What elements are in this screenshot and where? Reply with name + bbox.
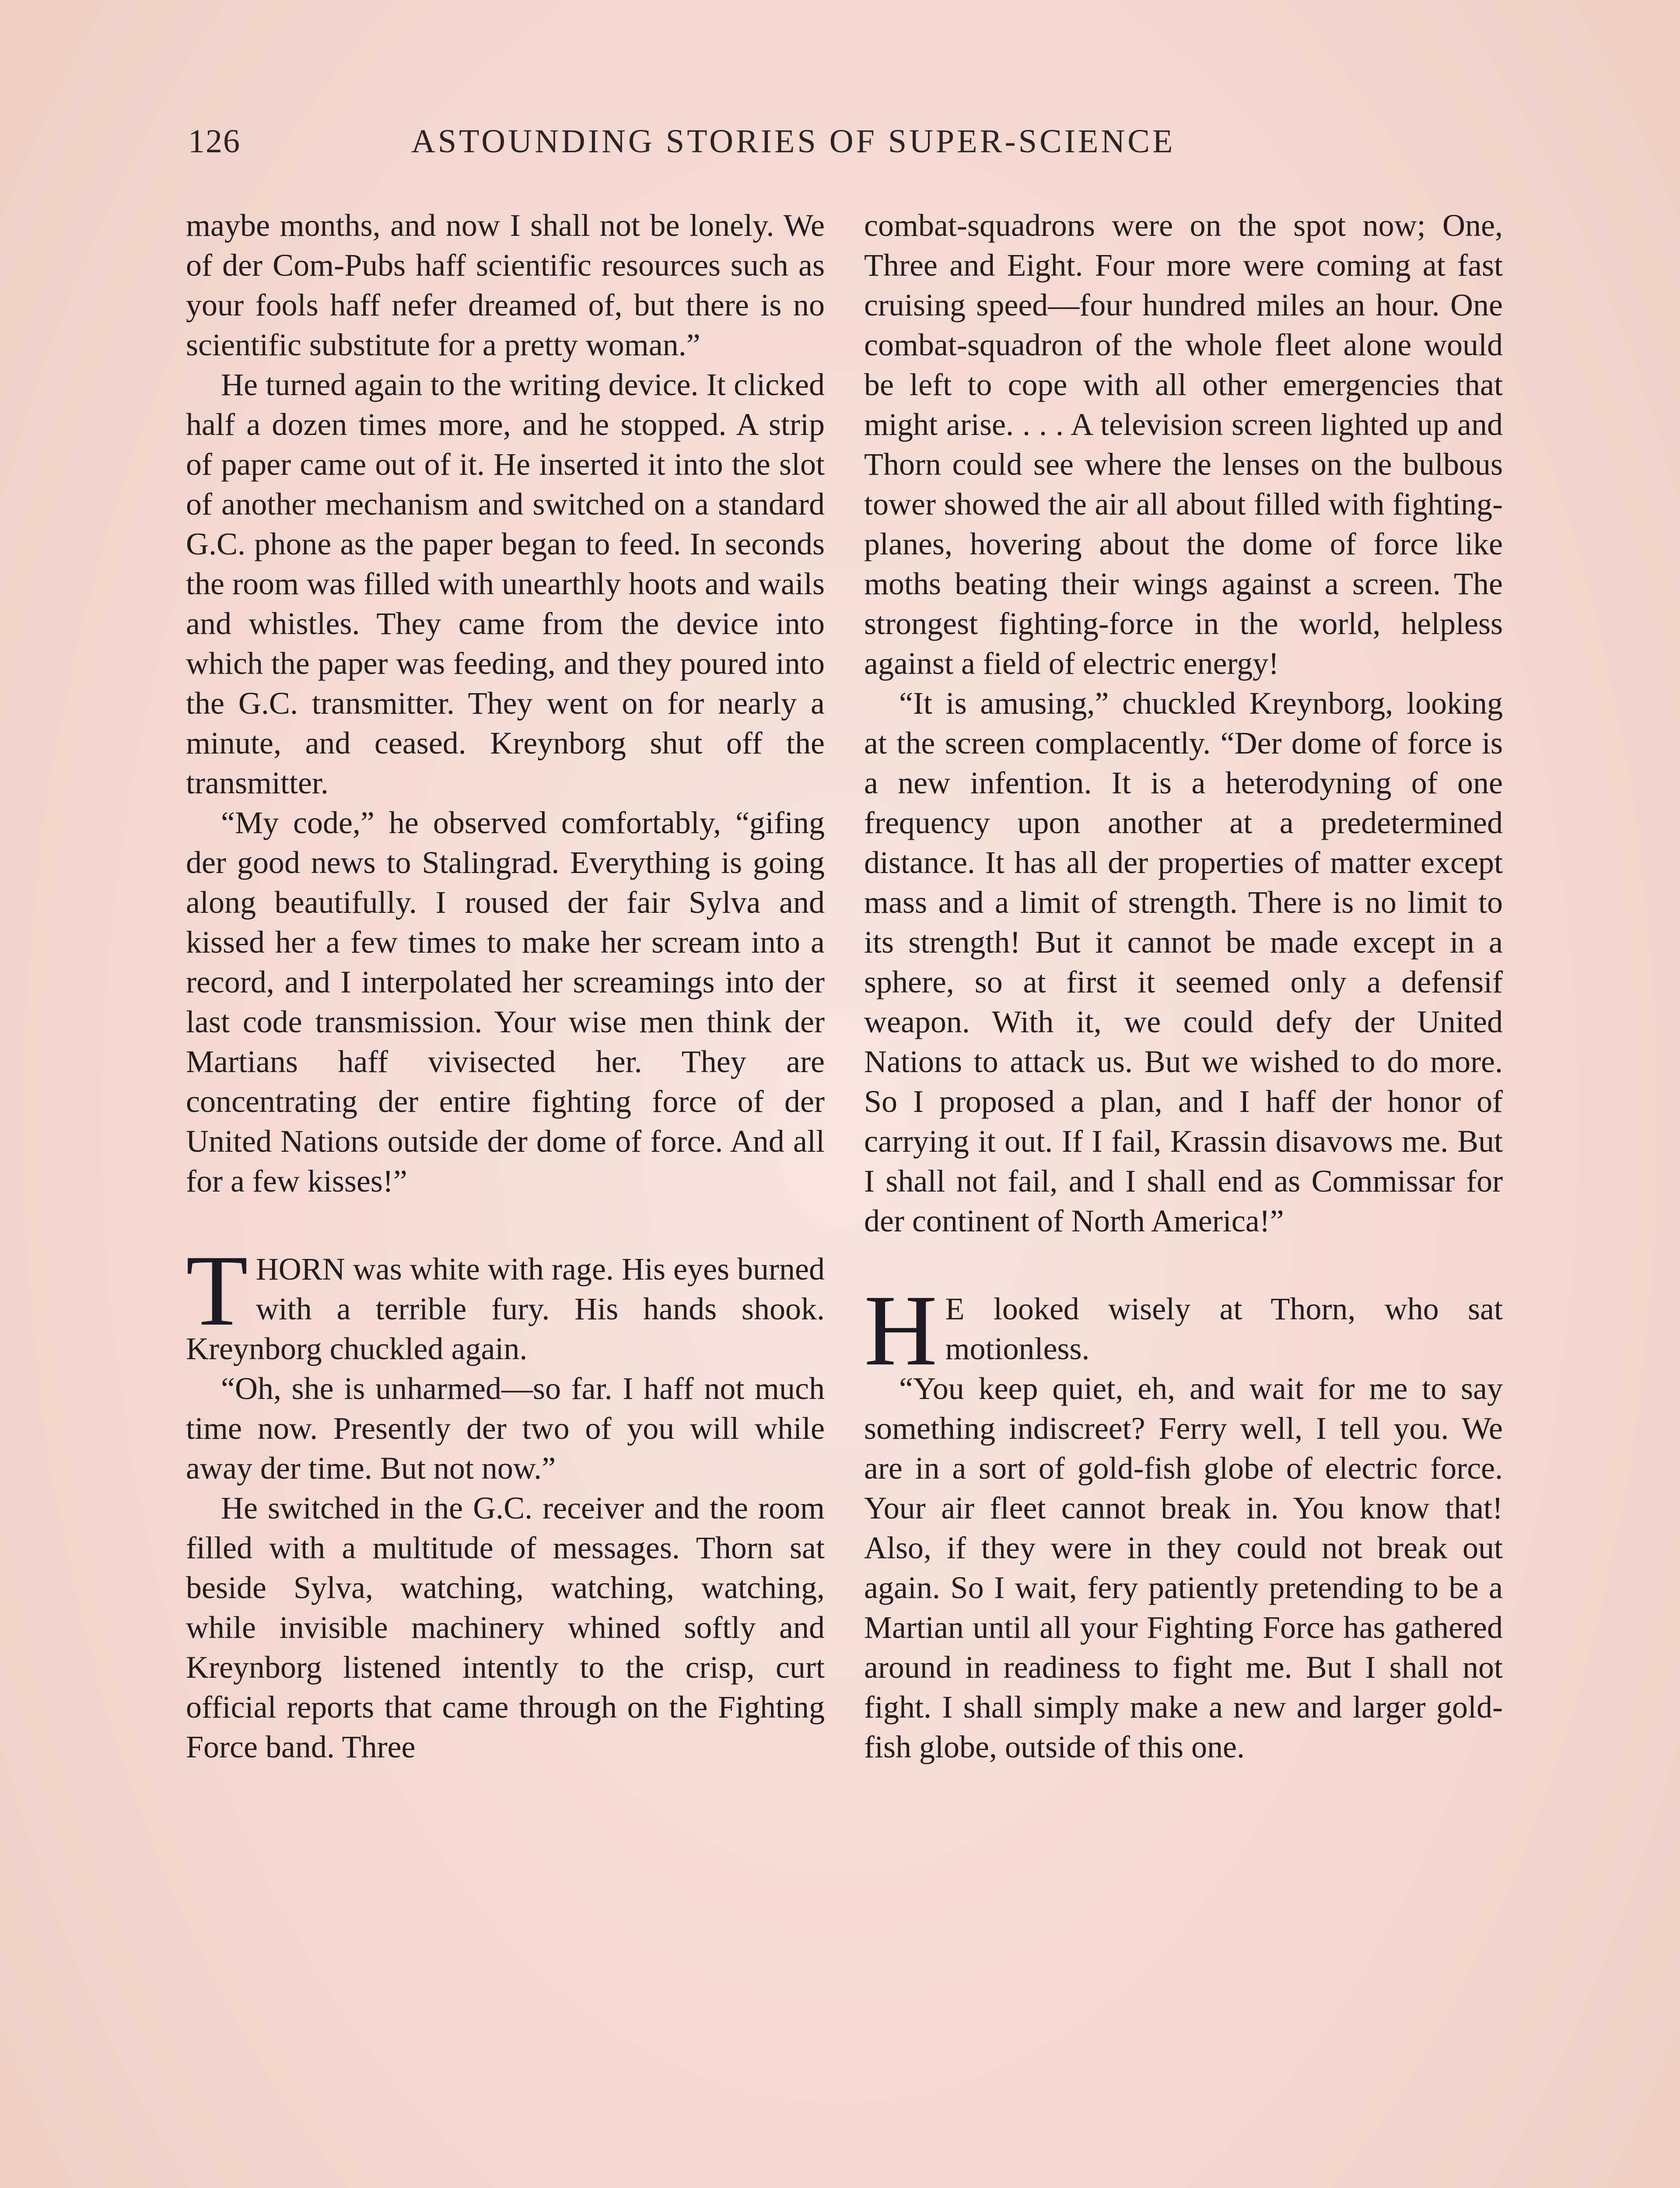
page-header	[188, 118, 1352, 171]
left-column	[186, 206, 825, 1767]
page-number: 126	[188, 123, 241, 160]
section-opening-paragraph	[186, 1234, 825, 1369]
paragraph: “You keep quiet, eh, and wait for me to say something indiscreet? Ferry well, I tell you. We are in a sort of gold-fish globe of electric force. Your air fleet cannot break in. You know that! Also, if they were in they could not break out again. So I wait, fery patiently pretending to be a Martian until all your Fighting Force has gathered around in readiness to fight me. But I shall not fight. I shall simply make a new and larger gold-fish globe, outside of this one.	[864, 1371, 1503, 1764]
paragraph: He turned again to the writing device. It clicked half a dozen times more, and he stopped. A strip of paper came out of it. He inserted it into the slot of another mechanism and switched on a standard G.C. phone as the paper began to feed. In seconds the room was filled with unearthly hoots and wails and whistles. They came from the device into which the paper was feeding, and they poured into the G.C. transmitter. They went on for nearly a minute, and ceased. Kreynborg shut off the transmitter.	[186, 367, 825, 800]
opening-text: HORN was white with rage. His eyes burned with a terrible fury. His hands shook. Kreynborg chuckled again.	[186, 1252, 825, 1366]
paragraph: “My code,” he observed comfortably, “gifing der good news to Stalingrad. Everything is going along beautifully. I roused der fair Sylva and kissed her a few times to make her scream into a record, and I interpolated her screamings into der last code transmission. Your wise men think der Martians haff vivisected her. They are concentrating der entire fighting force of der United Nations outside der dome of force. And all for a few kisses!”	[186, 805, 825, 1199]
section-break	[864, 1274, 1503, 1767]
opening-text: E looked wisely at Thorn, who sat motionless.	[945, 1291, 1503, 1366]
section-break	[186, 1234, 825, 1767]
paragraph: combat-squadrons were on the spot now; One, Three and Eight. Four more were coming at fast cruising speed—four hundred miles an hour. One combat-squadron of the whole fleet alone would be left to cope with all other emergencies that might arise. . . . A television screen lighted up and Thorn could see where the lenses on the bulbous tower showed the air all about filled with fighting-planes, hovering about the dome of force like moths beating their wings against a screen. The strongest fighting-force in the world, helpless against a field of electric energy!	[864, 208, 1503, 681]
drop-cap: H	[864, 1274, 938, 1387]
section-opening-paragraph	[864, 1274, 1503, 1387]
running-title: ASTOUNDING STORIES OF SUPER-SCIENCE	[411, 123, 1176, 160]
right-column	[864, 206, 1503, 1767]
paragraph: He switched in the G.C. receiver and the room filled with a multitude of messages. Thorn sat beside Sylva, watching, watching, watching, while invisible machinery whined softly and Kreynborg listened intently to the crisp, curt official reports that came through on the Fighting Force band. Three	[186, 1490, 825, 1764]
drop-cap: T	[186, 1234, 248, 1347]
paragraph: “Oh, she is unharmed—so far. I haff not much time now. Presently der two of you will while away der time. But not now.”	[186, 1371, 825, 1486]
paragraph: maybe months, and now I shall not be lonely. We of der Com-Pubs haff scientific resources such as your fools haff nefer dreamed of, but there is no scientific substitute for a pretty woman.”	[186, 208, 825, 362]
paragraph: “It is amusing,” chuckled Kreynborg, looking at the screen complacently. “Der dome of force is a new infention. It is a heterodyning of one frequency upon another at a predetermined distance. It has all der properties of matter except mass and a limit of strength. There is no limit to its strength! But it cannot be made except in a sphere, so at first it seemed only a defensif weapon. With it, we could defy der United Nations to attack us. But we wished to do more. So I proposed a plan, and I haff der honor of carrying it out. If I fail, Krassin disavows me. But I shall not fail, and I shall end as Commissar for der continent of North America!”	[864, 686, 1503, 1238]
